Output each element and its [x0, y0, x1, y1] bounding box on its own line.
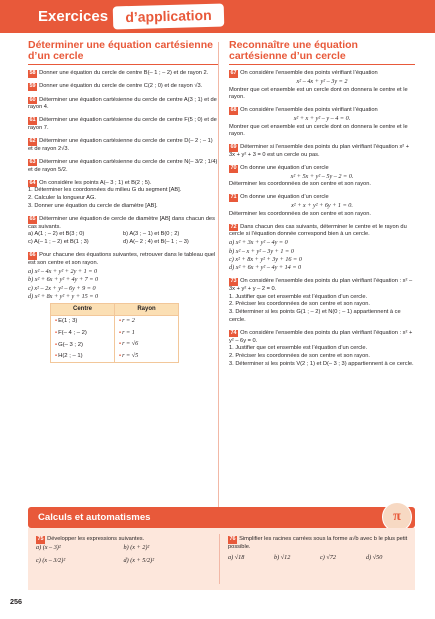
- column-divider: [218, 42, 219, 512]
- equation-b: b) x² + 6x + y² + 4y + 7 = 0: [28, 276, 99, 284]
- header-title-application: d’application: [113, 4, 225, 30]
- case-b: b) √12: [274, 553, 291, 561]
- exercise-question: Déterminer les coordonnées de son centre et son rayon.: [229, 181, 371, 188]
- bullet-icon: •: [55, 341, 58, 348]
- table-cell: •r = √6: [115, 339, 179, 351]
- exercise-question: 2. Calculer la longueur AG.: [28, 195, 96, 202]
- exercise-text: Simplifier les racines carrées sous la forme a√b avec b le plus petit possible.: [228, 536, 408, 550]
- table-cell: •r = 2: [115, 315, 179, 327]
- exercise-number: 62: [29, 138, 36, 145]
- exercise-question: 3. Donner une équation du cercle de diamètre [AB].: [28, 202, 158, 209]
- equation-a: a) x² + 3x + y² – 4y = 0: [229, 239, 288, 247]
- exercise-number: 65: [29, 215, 36, 222]
- exercise-question: Déterminer les coordonnées de son centre et son rayon.: [229, 210, 371, 217]
- equation-d: d) x² + 6x + y² – 4y + 14 = 0: [229, 264, 302, 272]
- exercise-number: 68: [230, 107, 237, 114]
- exercise-question: Montrer que cet ensemble est un cercle dont on donnera le centre et le rayon.: [229, 86, 408, 101]
- table-cell: •F(– 4 ; – 2): [51, 327, 115, 339]
- exercise-number: 74: [230, 329, 237, 336]
- exercise-question: 2. Préciser les coordonnées de son centre et son rayon.: [229, 301, 371, 308]
- bullet-icon: •: [119, 318, 122, 325]
- case-a: a) (x – 3)²: [36, 543, 61, 551]
- exercise-number: 63: [29, 158, 36, 165]
- exercise-61: [28, 117, 218, 133]
- table-cell: •H(2 ; – 1): [51, 350, 115, 362]
- case-a: a) A(1 ; – 2) et B(3 ; 0): [28, 231, 85, 238]
- bullet-icon: •: [55, 353, 58, 360]
- exercise-number: 64: [29, 179, 36, 186]
- section-title-right: Reconnaître une équation cartésienne d’un cercle: [229, 40, 415, 65]
- exercise-text: On donne une équation d’un cercle: [240, 165, 329, 172]
- exercise-number: 69: [230, 144, 237, 151]
- table-cell: •r = √5: [115, 350, 179, 362]
- equation: x² + x + y² – y – 4 = 0.: [293, 115, 351, 123]
- case-a: a) √18: [228, 553, 245, 561]
- section-title-left: Déterminer une équation cartésienne d’un cercle: [28, 40, 218, 65]
- exercise-75: [36, 536, 211, 566]
- exercise-number: 59: [29, 83, 36, 90]
- equation-d: d) x² + 8x + y² + y + 15 = 0: [28, 293, 99, 301]
- exercise-59: [28, 83, 218, 91]
- exercise-text: On considère l’ensemble des points du plan vérifiant l’équation : x² + y² – 6y = 0.: [229, 329, 413, 344]
- table-cell: •E(1 ; 3): [51, 315, 115, 327]
- exercise-question: 3. Déterminer si les points V(2 ; 1) et D(– 3 ; 3) appartiennent à ce cercle.: [229, 360, 414, 367]
- exercise-text: Pour chacune des équations suivantes, retrouver dans le tableau quel est son centre et son rayon.: [28, 252, 216, 267]
- exercise-question: 3. Déterminer si les points G(1 ; – 2) et N(0 ; – 1) appartiennent à ce cercle.: [229, 309, 401, 323]
- exercise-number: 70: [230, 165, 237, 172]
- exercise-73: [229, 278, 415, 325]
- exercise-text: Déterminer une équation cartésienne du cercle de centre D(– 2 ; – 1) et de rayon 2√3.: [28, 138, 213, 152]
- exercise-70: [229, 165, 415, 189]
- case-d: d) √50: [366, 553, 383, 561]
- case-b: b) A(3 ; – 1) et B(0 ; 2): [123, 231, 180, 238]
- page-number: 256: [10, 597, 22, 606]
- exercise-text: Déterminer une équation cartésienne du cercle de centre A(3 ; 1) et de rayon 4.: [28, 96, 217, 111]
- exercise-number: 61: [29, 117, 36, 124]
- exercise-number: 60: [29, 96, 36, 103]
- column-header-centre: Centre: [51, 304, 115, 315]
- exercise-74: [229, 330, 415, 369]
- bullet-icon: •: [119, 341, 122, 348]
- bullet-icon: •: [55, 318, 58, 325]
- exercise-number: 71: [230, 194, 237, 201]
- equation-c: c) x² + 8x + y² + 3y + 16 = 0: [229, 255, 302, 263]
- exercise-62: [28, 138, 218, 154]
- case-c: c) (x – 3/2)²: [36, 557, 66, 565]
- bullet-icon: •: [119, 353, 122, 360]
- exercise-question: 1. Justifier que cet ensemble est l’équation d’un cercle.: [229, 345, 368, 352]
- equation-a: a) x² – 4x + y² + 2y + 1 = 0: [28, 267, 98, 275]
- exercise-number: 72: [230, 223, 237, 230]
- calc-section-header: [28, 507, 415, 528]
- exercise-text: On considère l’ensemble des points vérifiant l’équation: [240, 107, 378, 114]
- exercise-71: [229, 194, 415, 218]
- exercise-text: Développer les expressions suivantes.: [47, 536, 145, 542]
- exercise-question: 1. Déterminer les coordonnées du milieu G du segment [AB].: [28, 187, 182, 194]
- calc-section-title: Calculs et automatismes: [38, 512, 151, 523]
- exercise-text: Déterminer une équation cartésienne du cercle de centre N(– 3/2 ; 1/4) et de rayon 5/2.: [28, 158, 218, 173]
- exercise-number: 67: [230, 70, 237, 77]
- exercise-64: [28, 180, 218, 211]
- exercise-text: On donne une équation d’un cercle: [240, 194, 329, 201]
- case-d: d) (x + 5/2)²: [123, 557, 155, 565]
- exercise-text: On considère les points A(– 3 ; 1) et B(2 ; 5).: [39, 179, 152, 186]
- exercise-text: Déterminer une équation cartésienne du cercle de centre F(5 ; 0) et de rayon 7.: [28, 117, 217, 132]
- calc-section: [28, 528, 415, 590]
- exercise-text: Déterminer si l’ensemble des points du plan vérifiant l’équation x² + 3x + y² + 3 = 0 est un cercle ou pas.: [229, 144, 410, 159]
- left-column: [28, 40, 218, 368]
- equation: x² + x + y² + 6y + 1 = 0.: [291, 202, 353, 210]
- exercise-76: [228, 536, 412, 562]
- exercise-number: 75: [37, 536, 44, 542]
- case-b: b) (x + 2)²: [123, 543, 150, 551]
- exercise-text: Donner une équation du cercle de centre C(2 ; 0) et de rayon √3.: [39, 83, 203, 90]
- exercise-text: Donner une équation du cercle de centre B(– 1 ; – 2) et de rayon 2.: [39, 70, 209, 77]
- header-title-exercices: Exercices: [38, 8, 109, 25]
- exercise-72: [229, 224, 415, 273]
- case-c: c) A(– 1 ; – 2) et B(1 ; 3): [28, 239, 89, 246]
- exercise-text: Déterminer une équation de cercle de diamètre [AB] dans chacun des cas suivants.: [28, 215, 215, 230]
- exercise-question: 1. Justifier que cet ensemble est l’équation d’un cercle.: [229, 293, 368, 300]
- calc-divider: [219, 534, 220, 584]
- exercise-text: Dans chacun des cas suivants, déterminer le centre et le rayon du cercle si l’équation donnée correspond bien à un cercle.: [229, 223, 407, 238]
- equation: x² – 4x + y² – 3y = 2: [296, 78, 348, 86]
- right-column: [229, 40, 415, 374]
- equation-c: c) x² – 2x + y² – 6y + 9 = 0: [28, 284, 96, 292]
- exercise-63: [28, 159, 218, 175]
- case-c: c) √72: [320, 553, 336, 561]
- exercise-67: [229, 70, 415, 102]
- bullet-icon: •: [55, 330, 58, 337]
- exercise-58: [28, 70, 218, 78]
- centre-rayon-table: [50, 303, 179, 363]
- exercise-number: 76: [229, 536, 236, 542]
- pi-badge-icon: π: [382, 502, 412, 532]
- bullet-icon: •: [119, 329, 122, 336]
- exercise-question: 2. Préciser les coordonnées de son centre et son rayon.: [229, 353, 371, 360]
- exercise-66: [28, 252, 218, 363]
- table-cell: •G(– 3 ; 2): [51, 339, 115, 351]
- exercise-text: On considère l’ensemble des points du plan vérifiant l’équation : x² – 3x + y² + y – 2 = 0.: [229, 278, 413, 292]
- exercise-65: [28, 216, 218, 247]
- exercise-question: Montrer que cet ensemble est un cercle dont on donnera le centre et le rayon.: [229, 123, 408, 138]
- case-d: d) A(– 2 ; 4) et B(– 1 ; – 3): [123, 239, 189, 246]
- table-cell: •r = 1: [115, 327, 179, 339]
- equation: x² + 5x + y² – 5y – 2 = 0.: [290, 172, 354, 180]
- equation-b: b) x² – x + y² – 3y + 1 = 0: [229, 247, 294, 255]
- exercise-number: 66: [29, 252, 36, 259]
- exercise-68: [229, 107, 415, 139]
- exercise-60: [28, 97, 218, 113]
- exercise-number: 73: [230, 278, 237, 285]
- exercise-number: 58: [29, 70, 36, 77]
- column-header-rayon: Rayon: [115, 304, 179, 315]
- exercise-69: [229, 144, 415, 160]
- chapter-header: [0, 0, 435, 33]
- exercise-text: On considère l’ensemble des points vérifiant l’équation: [240, 70, 378, 77]
